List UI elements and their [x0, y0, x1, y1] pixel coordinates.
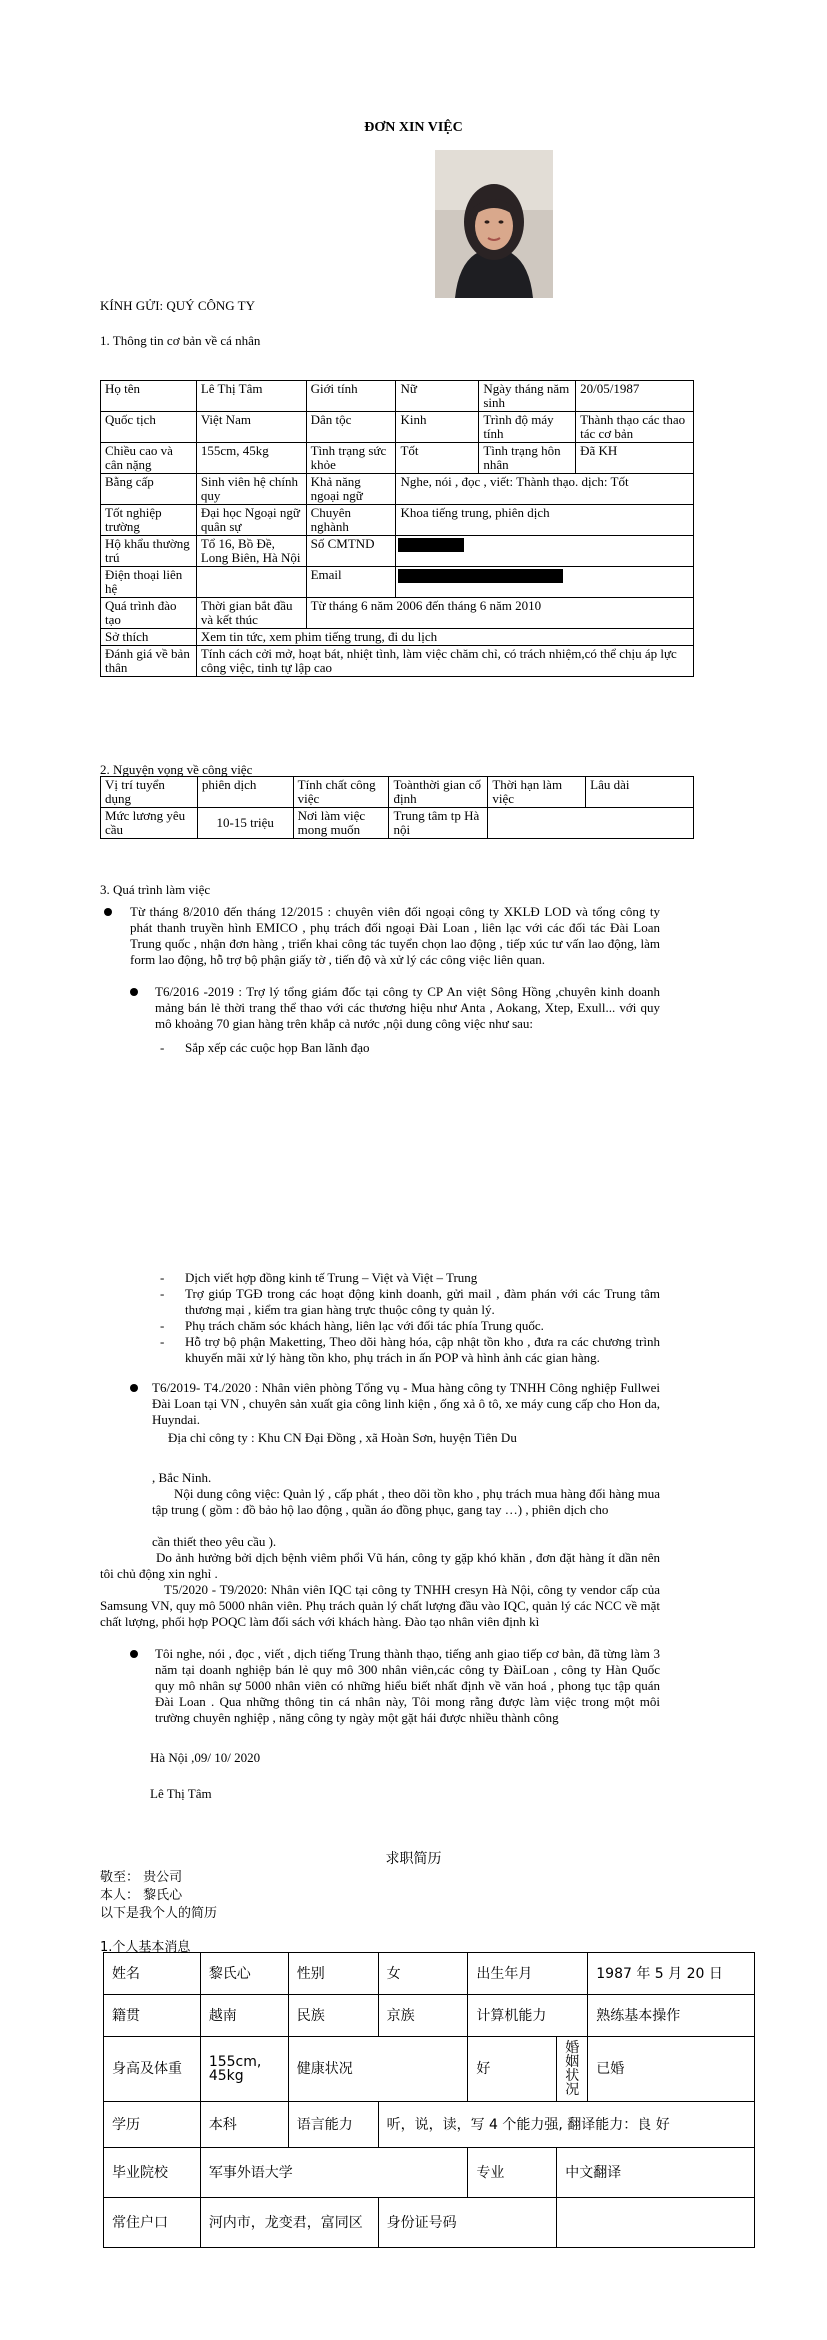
table-cell: Từ tháng 6 năm 2006 đến tháng 6 năm 2010 — [306, 598, 693, 629]
table-cell: Bằng cấp — [101, 474, 197, 505]
table-cell: 婚姻状况 — [557, 2037, 588, 2102]
table-row — [101, 505, 694, 536]
work-paragraph-2: T6/2016 -2019 : Trợ lý tổng giám đốc tại công ty CP An việt Sông Hồng ,chuyên kinh doanh mảng bán lẻ thời trang thể thao với các thương hiệu như Anta , Aokang, Xtep, Exull... với quy mô khoảng 70 gian hàng trên khắp cả nước ,nội dung công việc như sau: — [155, 984, 660, 1031]
table-cell: 身份证号码 — [378, 2198, 557, 2248]
table-cell: Giới tính — [306, 381, 396, 412]
table-cell: Nghe, nói , đọc , viết: Thành thạo. dịch: Tốt — [396, 474, 694, 505]
table-cell: Thành thạo các thao tác cơ bản — [576, 412, 694, 443]
table-row — [104, 2148, 755, 2198]
table-cell: Khả năng ngoại ngữ — [306, 474, 396, 505]
chinese-title: 求职简历 — [385, 1851, 442, 1867]
chinese-intro: 以下是我个人的简历 — [100, 1906, 218, 1921]
work-paragraph-1: Từ tháng 8/2010 đến tháng 12/2015 : chuyên viên đối ngoại công ty XKLĐ LOD và tổng công ty phát thanh truyền hình EMICO , phụ trách đối ngoại Đài Loan , liên lạc với các đối tác Đài Loan Trung quốc , nhận đơn hàng , triển khai công tác tuyển chọn lao động , tiếp xúc tư vấn lao động, làm form lao động, hỗ trợ bộ phận giấy tờ , tiến độ và xử lý các công việc liên quan. — [130, 904, 660, 967]
table-row — [101, 808, 694, 839]
table-cell: Khoa tiếng trung, phiên dịch — [396, 505, 694, 536]
table-cell: Họ tên — [101, 381, 197, 412]
chinese-info-table — [103, 1952, 755, 2248]
portrait-photo — [435, 150, 553, 298]
table-cell: Ngày tháng năm sinh — [479, 381, 576, 412]
table-cell: 健康状况 — [288, 2037, 468, 2102]
table-cell: 专业 — [468, 2148, 557, 2198]
table-cell: 学历 — [104, 2102, 201, 2148]
table-cell: 黎氏心 — [200, 1953, 288, 1995]
table-row — [104, 2198, 755, 2248]
company-address-2: , Bắc Ninh. — [152, 1470, 212, 1485]
dash-marker: - — [160, 1334, 165, 1349]
dash-item-5: Hỗ trợ bộ phận Maketting, Theo dõi hàng hóa, cập nhật tồn kho , đưa ra các chương trình khuyến mãi xử lý hàng tồn kho, phụ trách in ấn POP và hình ảnh các gian hàng. — [185, 1334, 660, 1365]
table-cell: 军事外语大学 — [200, 2148, 468, 2198]
table-cell: Tình trạng sức khỏe — [306, 443, 396, 474]
table-cell: Nữ — [396, 381, 479, 412]
table-cell: Toànthời gian cố định — [389, 777, 488, 808]
table-cell: Thời gian bắt đầu và kết thúc — [196, 598, 306, 629]
table-cell: 已婚 — [588, 2037, 755, 2102]
table-cell: Lê Thị Tâm — [196, 381, 306, 412]
table-cell: Quốc tịch — [101, 412, 197, 443]
section1-heading: 1. Thông tin cơ bản về cá nhân — [100, 333, 261, 348]
table-cell — [557, 2198, 755, 2248]
dash-item-2: Dịch viết hợp đồng kinh tế Trung – Việt và Việt – Trung — [185, 1270, 478, 1285]
table-cell: Trung tâm tp Hà nội — [389, 808, 488, 839]
table-row — [101, 777, 694, 808]
table-row — [101, 567, 694, 598]
redacted-email-block — [398, 569, 563, 583]
table-row — [101, 412, 694, 443]
table-cell: Xem tin tức, xem phim tiếng trung, đi du lịch — [196, 629, 693, 646]
job-content: Nội dung công việc: Quản lý , cấp phát , theo dõi tồn kho , phụ trách mua hàng đối hàng mua tập trung ( gồm : đồ bảo hộ lao động , quần áo đồng phục, gang tay …) , phiên dịch cho — [152, 1486, 660, 1517]
table-cell: 毕业院校 — [104, 2148, 201, 2198]
table-cell: 本科 — [200, 2102, 288, 2148]
table-cell: 中文翻译 — [557, 2148, 755, 2198]
table-cell: Sinh viên hệ chính quy — [196, 474, 306, 505]
dash-item-3: Trợ giúp TGĐ trong các hoạt động kinh doanh, gửi mail , đàm phán với các Trung tâm thương mại , kiểm tra gian hàng trực thuộc công ty quản lý. — [185, 1286, 660, 1317]
self-summary: Tôi nghe, nói , đọc , viết , dịch tiếng Trung thành thạo, tiếng anh giao tiếp cơ bản, đã từng làm 3 năm tại doanh nghiệp bán lẻ quy mô 300 nhân viên,các công ty ĐàiLoan , công ty Hàn Quốc quy mô nhân sự 5000 nhân viên có những hiểu biết nhất định về văn hoá , phong tục tập quán Đài Loan . Qua những thông tin cá nhân này, Tôi mong rằng được làm việc trong một môi trường chuyên nghiệp , năng công ty ngày một gặt hái được nhiều thành công — [155, 1646, 660, 1725]
id-number-cell — [396, 536, 694, 567]
table-cell: Nơi làm việc mong muốn — [293, 808, 389, 839]
table-cell: 河内市，龙变君，富同区 — [200, 2198, 378, 2248]
table-cell: 熟练基本操作 — [588, 1995, 755, 2037]
job-content-2: cần thiết theo yêu cầu ). — [152, 1534, 277, 1549]
table-row — [101, 598, 694, 629]
table-cell: Đã KH — [576, 443, 694, 474]
dash-marker: - — [160, 1040, 165, 1055]
company-address: Địa chỉ công ty : Khu CN Đại Đồng , xã Hoàn Sơn, huyện Tiên Du — [168, 1430, 517, 1445]
email-cell — [396, 567, 694, 598]
table-cell: Sở thích — [101, 629, 197, 646]
table-cell: Vị trí tuyển dụng — [101, 777, 198, 808]
table-row — [101, 536, 694, 567]
table-row — [101, 381, 694, 412]
signature-name: Lê Thị Tâm — [150, 1786, 212, 1801]
bullet-icon — [130, 988, 138, 996]
chinese-section-heading: 1.个人基本消息 — [100, 1940, 191, 1955]
table-cell: Điện thoại liên hệ — [101, 567, 197, 598]
dash-marker: - — [160, 1318, 165, 1333]
dash-item-4: Phụ trách chăm sóc khách hàng, liên lạc với đối tác phía Trung quốc. — [185, 1318, 544, 1333]
table-cell: Đánh giá về bản thân — [101, 646, 197, 677]
table-cell — [196, 567, 306, 598]
table-cell: 性别 — [288, 1953, 378, 1995]
dash-marker: - — [160, 1270, 165, 1285]
table-row — [101, 629, 694, 646]
table-row — [104, 2037, 755, 2102]
table-cell: 语言能力 — [288, 2102, 378, 2148]
dash-item-1: Sắp xếp các cuộc họp Ban lãnh đạo — [185, 1040, 370, 1055]
table-cell: 身高及体重 — [104, 2037, 201, 2102]
table-cell — [488, 808, 694, 839]
table-cell: 计算机能力 — [468, 1995, 588, 2037]
table-cell: Hộ khẩu thường trú — [101, 536, 197, 567]
table-cell: Tình trạng hôn nhân — [479, 443, 576, 474]
table-cell: 越南 — [200, 1995, 288, 2037]
table-cell: Lâu dài — [586, 777, 694, 808]
table-cell: 民族 — [288, 1995, 378, 2037]
table-cell: Mức lương yêu cầu — [101, 808, 198, 839]
table-cell: Trình độ máy tính — [479, 412, 576, 443]
dash-marker: - — [160, 1286, 165, 1301]
table-row — [101, 474, 694, 505]
table-cell: Tốt — [396, 443, 479, 474]
table-cell: 155cm, 45kg — [200, 2037, 288, 2102]
portrait-photo-icon — [435, 150, 553, 298]
work-paragraph-4: T5/2020 - T9/2020: Nhân viên IQC tại công ty TNHH cresyn Hà Nội, công ty vendor cấp của Samsung VN, quy mô 5000 nhân viên. Phụ trách quản lý chất lượng đầu vào IQC, quản lý các NCC về mặt chất lượng, phối hợp POQC làm đối sách với khách hàng. Đào tạo nhân viên định kì — [100, 1582, 660, 1629]
table-cell: 籍贯 — [104, 1995, 201, 2037]
personal-info-table — [100, 380, 694, 677]
chinese-self: 本人： 黎氏心 — [100, 1888, 183, 1903]
greeting: KÍNH GỬI: QUÝ CÔNG TY — [100, 298, 256, 313]
table-cell: 155cm, 45kg — [196, 443, 306, 474]
table-cell: Tổ 16, Bồ Đề, Long Biên, Hà Nội — [196, 536, 306, 567]
work-paragraph-3: T6/2019- T4./2020 : Nhân viên phòng Tổng vụ - Mua hàng công ty TNHH Công nghiệp Fullwei Đài Loan tại VN , chuyên sản xuất gia công linh kiện , ống xả ô tô, xe máy cung cấp cho Hon da, Huyndai. — [152, 1380, 660, 1427]
table-cell: Tốt nghiệp trường — [101, 505, 197, 536]
chinese-addressee: 敬至： 贵公司 — [100, 1870, 183, 1885]
table-row — [104, 2102, 755, 2148]
table-cell: Thời hạn làm việc — [488, 777, 586, 808]
table-cell: 听，说，读，写 4 个能力强, 翻译能力：良 好 — [378, 2102, 754, 2148]
table-cell: 1987 年 5 月 20 日 — [588, 1953, 755, 1995]
table-cell: phiên dịch — [197, 777, 293, 808]
table-cell: Kinh — [396, 412, 479, 443]
table-row — [104, 1995, 755, 2037]
table-cell: 常住户口 — [104, 2198, 201, 2248]
bullet-icon — [130, 1650, 138, 1658]
bullet-icon — [130, 1384, 138, 1392]
table-cell: Dân tộc — [306, 412, 396, 443]
bullet-icon — [104, 908, 112, 916]
table-cell: Việt Nam — [196, 412, 306, 443]
table-cell: Tính chất công việc — [293, 777, 389, 808]
table-cell: Số CMTND — [306, 536, 396, 567]
job-wish-table — [100, 776, 694, 839]
table-row — [101, 443, 694, 474]
table-cell: Chiều cao và cân nặng — [101, 443, 197, 474]
section3-heading: 3. Quá trình làm việc — [100, 882, 211, 897]
covid-note: Do ảnh hưởng bởi dịch bệnh viêm phổi Vũ hán, công ty gặp khó khăn , đơn đặt hàng ít dần nên tôi chủ động xin nghỉ . — [100, 1550, 660, 1581]
table-cell: Chuyên nghành — [306, 505, 396, 536]
table-cell: 京族 — [378, 1995, 468, 2037]
table-row — [101, 646, 694, 677]
table-cell: 10-15 triệu — [197, 808, 293, 839]
table-row — [104, 1953, 755, 1995]
document-title: ĐƠN XIN VIỆC — [364, 120, 463, 135]
signing-date: Hà Nội ,09/ 10/ 2020 — [150, 1750, 261, 1765]
table-cell: 好 — [468, 2037, 557, 2102]
table-cell: Tính cách cởi mở, hoạt bát, nhiệt tình, làm việc chăm chỉ, có trách nhiệm,có thể chịu áp lực công việc, tinh tự lập cao — [196, 646, 693, 677]
section2-heading: 2. Nguyện vọng về công việc — [100, 762, 253, 777]
table-cell: Email — [306, 567, 396, 598]
table-cell: Đại học Ngoại ngữ quân sự — [196, 505, 306, 536]
table-cell: 女 — [378, 1953, 468, 1995]
redacted-id-block — [398, 538, 464, 552]
table-cell: Quá trình đào tạo — [101, 598, 197, 629]
table-cell: 出生年月 — [468, 1953, 588, 1995]
table-cell: 姓名 — [104, 1953, 201, 1995]
table-cell: 20/05/1987 — [576, 381, 694, 412]
